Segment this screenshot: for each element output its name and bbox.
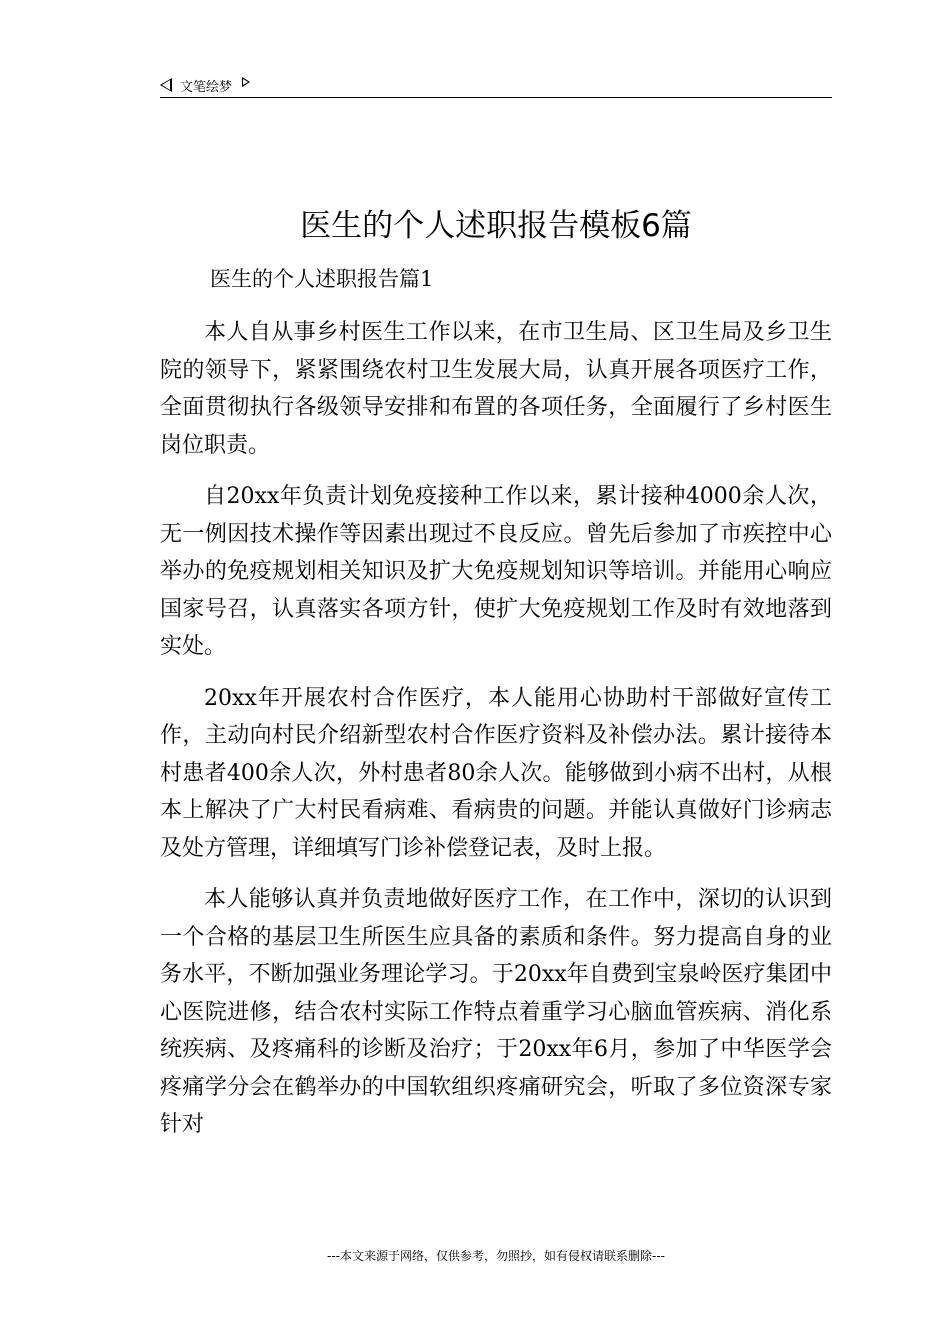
header-divider <box>160 97 832 98</box>
paragraph: 本人能够认真并负责地做好医疗工作，在工作中，深切的认识到一个合格的基层卫生所医生应具备的素质和条件。努力提高自身的业务水平，不断加强业务理论学习。于20xx年自费到宝泉岭医疗集团中心医院进修，结合农村实际工作特点着重学习心脑血管疾病、消化系统疾病、及疼痛科的诊断及治疗；于20xx年6月，参加了中华医学会疼痛学分会在鹤举办的中国软组织疼痛研究会，听取了多位资深专家针对 <box>160 887 832 1137</box>
document-body <box>160 314 832 1158</box>
footer-disclaimer: ---本文来源于网络，仅供参考，勿照抄，如有侵权请联系删除--- <box>327 1249 665 1263</box>
header-brand: 文笔绘梦 <box>180 79 233 95</box>
triangle-left-icon <box>160 78 172 92</box>
page-header <box>160 74 832 96</box>
triangle-right-icon <box>242 77 250 87</box>
paragraph: 自20xx年负责计划免疫接种工作以来，累计接种4000余人次，无一例因技术操作等因素出现过不良反应。曾先后参加了市疾控中心举办的免疫规划相关知识及扩大免疫规划知识等培训。并能用心响应国家号召，认真落实各项方针，使扩大免疫规划工作及时有效地落到实处。 <box>160 484 832 659</box>
paragraph: 本人自从事乡村医生工作以来，在市卫生局、区卫生局及乡卫生院的领导下，紧紧围绕农村卫生发展大局，认真开展各项医疗工作，全面贯彻执行各级领导安排和布置的各项任务，全面履行了乡村医生岗位职责。 <box>160 320 832 458</box>
paragraph: 20xx年开展农村合作医疗，本人能用心协助村干部做好宣传工作，主动向村民介绍新型农村合作医疗资料及补偿办法。累计接待本村患者400余人次，外村患者80余人次。能够做到小病不出村，从根本上解决了广大村民看病难、看病贵的问题。并能认真做好门诊病志及处方管理，详细填写门诊补偿登记表，及时上报。 <box>160 685 832 861</box>
document-subtitle: 医生的个人述职报告篇1 <box>210 267 434 291</box>
document-title: 医生的个人述职报告模板6篇 <box>300 208 692 244</box>
